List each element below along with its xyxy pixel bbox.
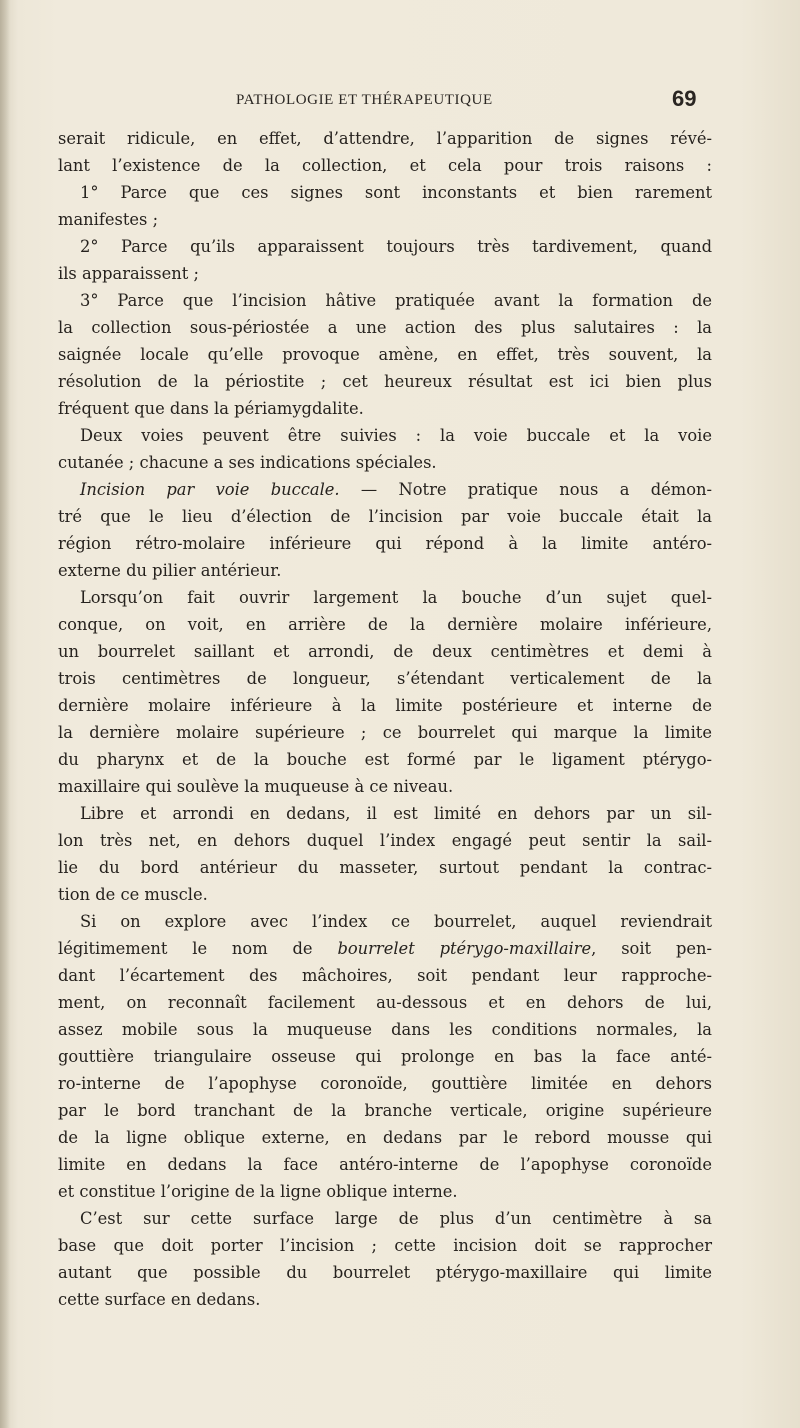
text-line: C’est sur cette surface large de plus d’un centimètre à sa (80, 1209, 712, 1228)
text-fragment: légitimement le nom de (58, 939, 313, 958)
text-line: dant l’écartement des mâchoires, soit pendant leur rapproche- (58, 966, 712, 985)
text-line: région rétro-molaire inférieure qui répond à la limite antéro- (58, 534, 712, 553)
text-fragment: — Notre pratique nous a démon- (360, 480, 712, 499)
text-line: lon très net, en dehors duquel l’index engagé peut sentir la sail- (58, 831, 712, 850)
text-line: conque, on voit, en arrière de la dernière molaire inférieure, (58, 615, 712, 634)
text-line: un bourrelet saillant et arrondi, de deux centimètres et demi à (58, 642, 712, 661)
text-line: dernière molaire inférieure à la limite postérieure et interne de (58, 696, 712, 715)
text-line-with-italic-term (58, 935, 712, 962)
text-line: gouttière triangulaire osseuse qui prolonge en bas la face anté- (58, 1047, 712, 1066)
text-line: cutanée ; chacune a ses indications spéciales. (58, 453, 437, 472)
text-line: et constitue l’origine de la ligne oblique interne. (58, 1182, 458, 1201)
text-line: ment, on reconnaît facilement au-dessous et en dehors de lui, (58, 993, 712, 1012)
text-line: assez mobile sous la muqueuse dans les conditions normales, la (58, 1020, 712, 1039)
text-line: ils apparaissent ; (58, 264, 199, 283)
section-heading-incision: Incision par voie buccale. (80, 480, 340, 499)
text-line: tion de ce muscle. (58, 885, 208, 904)
text-line: serait ridicule, en effet, d’attendre, l’apparition de signes révé- (58, 129, 712, 148)
text-line: lant l’existence de la collection, et cela pour trois raisons : (58, 156, 712, 175)
page-number: 69 (672, 86, 697, 111)
running-head (0, 86, 800, 116)
text-line-with-heading (58, 476, 712, 503)
text-line: 2° Parce qu’ils apparaissent toujours très tardivement, quand (80, 237, 712, 256)
text-line: résolution de la périostite ; cet heureux résultat est ici bien plus (58, 372, 712, 391)
text-line: trois centimètres de longueur, s’étendant verticalement de la (58, 669, 712, 688)
text-line: Libre et arrondi en dedans, il est limité en dehors par un sil- (80, 804, 712, 823)
text-line: Lorsqu’on fait ouvrir largement la bouche d’un sujet quel- (80, 588, 712, 607)
text-line: cette surface en dedans. (58, 1290, 261, 1309)
text-line: 3° Parce que l’incision hâtive pratiquée avant la formation de (80, 291, 712, 310)
text-line: limite en dedans la face antéro-interne de l’apophyse coronoïde (58, 1155, 712, 1174)
text-line: du pharynx et de la bouche est formé par le ligament ptérygo- (58, 750, 712, 769)
text-line: fréquent que dans la périamygdalite. (58, 399, 364, 418)
italic-term-bourrelet: bourrelet ptérygo-maxillaire (337, 939, 592, 958)
text-line: manifestes ; (58, 210, 159, 229)
text-line: lie du bord antérieur du masseter, surtout pendant la contrac- (58, 858, 712, 877)
text-line: tré que le lieu d’élection de l’incision par voie buccale était la (58, 507, 712, 526)
text-line: de la ligne oblique externe, en dedans par le rebord mousse qui (58, 1128, 712, 1147)
text-line: la collection sous-périostée a une action des plus salutaires : la (58, 318, 712, 337)
text-line: 1° Parce que ces signes sont inconstants et bien rarement (80, 183, 712, 202)
text-line: par le bord tranchant de la branche verticale, origine supérieure (58, 1101, 712, 1120)
text-line: Deux voies peuvent être suivies : la voie buccale et la voie (80, 426, 712, 445)
text-line: saignée locale qu’elle provoque amène, en effet, très souvent, la (58, 345, 712, 364)
running-title: PATHOLOGIE ET THÉRAPEUTIQUE (236, 92, 493, 108)
text-fragment: , soit pen- (591, 939, 712, 958)
text-line: base que doit porter l’incision ; cette incision doit se rapprocher (58, 1236, 712, 1255)
page-gutter-shadow (0, 0, 10, 1428)
text-line: Si on explore avec l’index ce bourrelet, auquel reviendrait (80, 912, 712, 931)
text-line: autant que possible du bourrelet ptérygo-maxillaire qui limite (58, 1263, 712, 1282)
text-line: externe du pilier antérieur. (58, 561, 282, 580)
body-text (58, 125, 712, 1313)
text-line: ro-interne de l’apophyse coronoïde, gouttière limitée en dehors (58, 1074, 712, 1093)
text-line: maxillaire qui soulève la muqueuse à ce niveau. (58, 777, 454, 796)
text-line: la dernière molaire supérieure ; ce bourrelet qui marque la limite (58, 723, 712, 742)
